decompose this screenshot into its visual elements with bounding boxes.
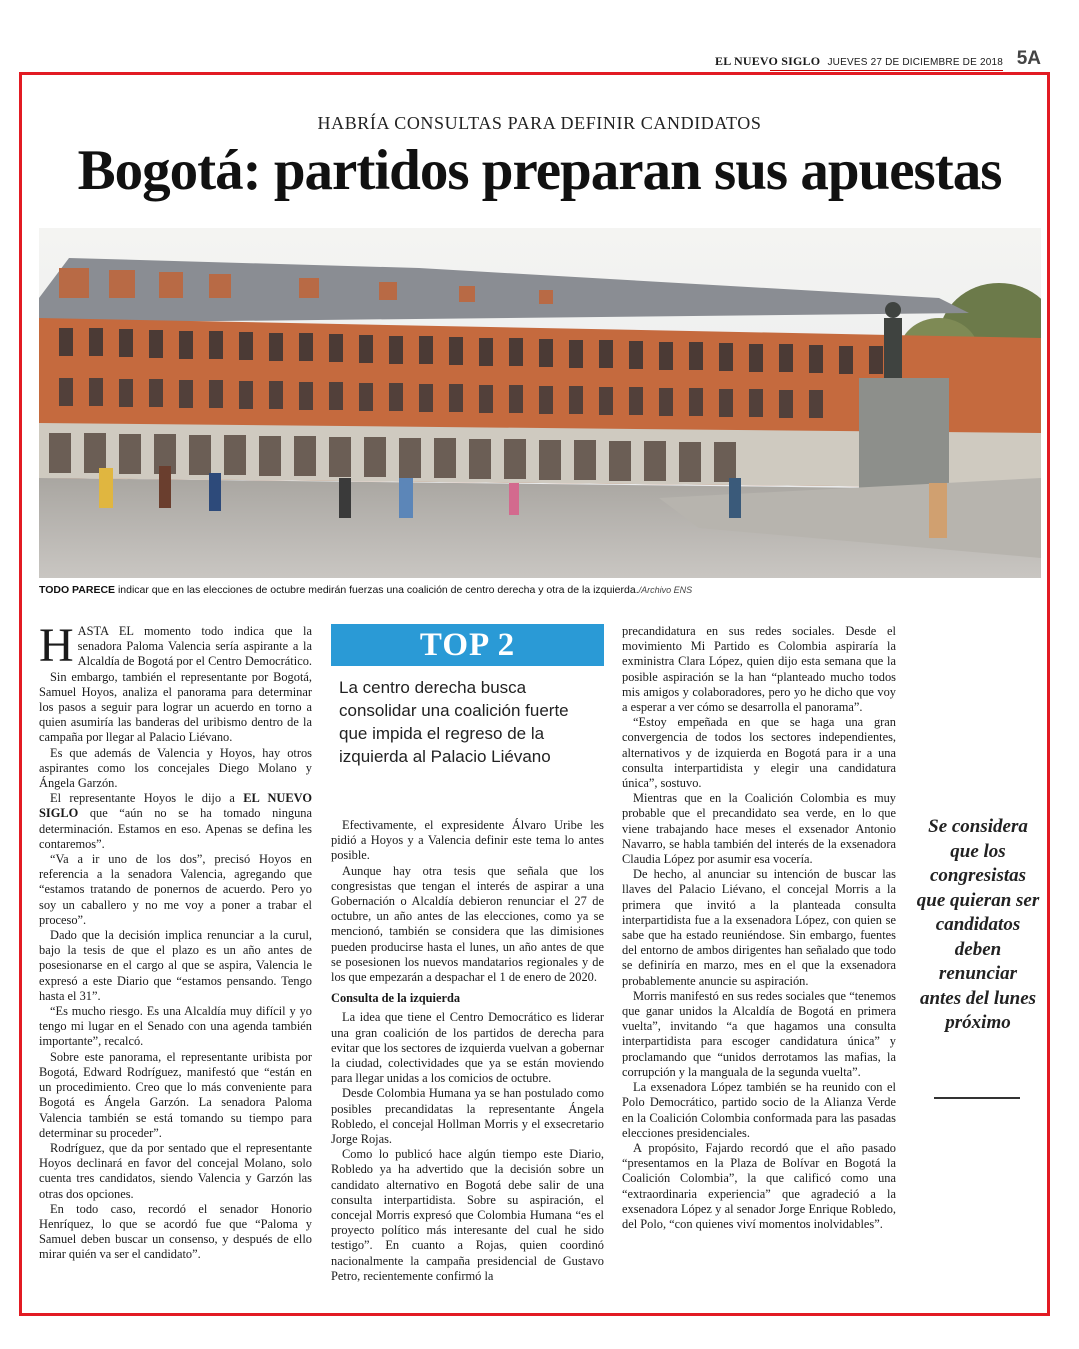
- paragraph: [39, 791, 312, 852]
- paragraph: “Estoy empeñada en que se haga una gran convergencia de todos los sectores independientes, alternativos y de izquierda en Bogotá para ir a una consulta interpartidista y elegir una candidatura única”, sostuvo.: [622, 715, 896, 791]
- paragraph: “Es mucho riesgo. Es una Alcaldía muy difícil y yo tengo mi lugar en el Senado con una agenda también importante”, recalcó.: [39, 1004, 312, 1049]
- paragraph: precandidatura en sus redes sociales. Desde el movimiento Mi Partido es Colombia aspiraría la exministra Clara López, quien dijo esta semana que la posible aspiración se la han “planteado mucho todos mis amigos y colaboradores, pero yo he dicho que voy a esperar a ver cómo se desarrolla el panorama”.: [622, 624, 896, 715]
- paragraph: Dado que la decisión implica renunciar a la curul, bajo la tesis de que el plazo es un año antes de posesionarse en el cargo al que se aspira, Valencia le expresó a este Diario que “estamos pensando. Tengo hasta el 31”.: [39, 928, 312, 1003]
- header-rule: [770, 70, 1003, 71]
- drop-cap: H: [39, 619, 74, 672]
- newspaper-name: [715, 54, 1003, 69]
- paragraph: A propósito, Fajardo recordó que el año pasado “presentamos en la Plaza de Bolívar en Bogotá la Coalición Colombia”, la que calificó como una “extraordinaria experiencia” que agradeció a la exsenadora López y al senador Jorge Enrique Robledo, del Polo, “con quienes viví momentos inolvidables”.: [622, 1140, 896, 1231]
- article-column-1: [39, 619, 312, 1263]
- caption-lead: TODO PARECE: [39, 584, 116, 596]
- pull-quote: Se considera que los congresistas que quieran ser candidatos deben renunciar antes del lunes próximo: [916, 816, 1040, 1033]
- paragraph-text: ASTA EL momento todo indica que la senadora Paloma Valencia sería aspirante a la Alcaldía de Bogotá por el Centro Democrático.: [77, 624, 312, 669]
- paragraph: Sin embargo, también el representante por Bogotá, Samuel Hoyos, analiza el panorama para determinar los pasos a seguir para lograr un acuerdo en torno a quien asumiría las banderas del uribismo dentro de la campaña por llegar al Palacio Liévano.: [39, 669, 312, 745]
- photo-caption: [39, 584, 1041, 596]
- issue-date: JUEVES 27 DE DICIEMBRE DE 2018: [827, 57, 1003, 68]
- article-kicker: HABRÍA CONSULTAS PARA DEFINIR CANDIDATOS: [317, 113, 762, 133]
- page-number: 5A: [1016, 48, 1041, 69]
- paragraph: Como lo publicó hace algún tiempo este Diario, Robledo ya ha advertido que la decisión sobre un candidato alternativo en Bogotá debe salir de una consulta interpartidista. Sobre su aspiración, el concejal Morris expresó que Colombia Humana “es el proyecto político más interesante del cual he sido testigo”. En cuanto a Rojas, quien coordinó nacionalmente la campaña presidencial de Gustavo Petro, recientemente confirmó la: [331, 1147, 604, 1283]
- paragraph: Sobre este panorama, el representante uribista por Bogotá, Edward Rodríguez, manifestó que “están en un procedimiento. Creo que lo más conveniente para Bogotá es Ángela Garzón. La senadora Paloma Valencia también se está tomando su tiempo para determinar su proceder”.: [39, 1049, 312, 1140]
- paragraph: La idea que tiene el Centro Democrático es liderar una gran coalición de los partidos de derecha para evitar que los sectores de izquierda vuelvan a gobernar la ciudad, colectividades que ya se están moviendo para llegar unidas a los comicios de octubre.: [331, 1010, 604, 1086]
- top2-banner: TOP 2: [331, 624, 604, 666]
- lead-paragraph: [39, 619, 312, 672]
- article-headline: Bogotá: partidos preparan sus apuestas: [77, 139, 1002, 202]
- paragraph: La exsenadora López también se ha reunido con el Polo Democrático, partido socio de la Alianza Verde en la Coalición Colombia conformada para las pasadas elecciones presidenciales.: [622, 1080, 896, 1140]
- paragraph: En todo caso, recordó el senador Honorio Henríquez, lo que se acordó fue que “Paloma y Samuel deben buscar un consenso, y después de ello mirar quién va ser el candidato”.: [39, 1201, 312, 1262]
- plaza-photo: [39, 228, 1041, 578]
- newspaper-mention: EL NUEVO SIGLO: [39, 791, 312, 821]
- paragraph: Mientras que en la Coalición Colombia es muy probable que el precandidato sea verde, en lo que viene trabajando hace meses el exsenador Antonio Navarro, se habla también del interés de la exsenadora Claudia López por asumir esa vocería.: [622, 791, 896, 867]
- paragraph: “Va a ir uno de los dos”, precisó Hoyos en referencia a la senadora Valencia, agregando que “estamos tratando de ponernos de acuerdo. Pero yo soy un caballero y no me voy a poner a trabar el proceso”.: [39, 852, 312, 927]
- paragraph: Aunque hay otra tesis que señala que los congresistas que tengan el interés de aspirar a una Gobernación o Alcaldía debieron renunciar el 27 de octubre, un año antes de las elecciones, como ya se mencionó, también se considera que las dimisiones pueden producirse hasta el lunes, un año antes de que se posesionen los nuevos mandatarios regionales y de los que empezarán a despachar el 1 de enero de 2020.: [331, 863, 604, 985]
- paragraph-text: El representante Hoyos le dijo a: [50, 791, 244, 806]
- caption-text: indicar que en las elecciones de octubre medirán fuerzas una coalición de centro derecha y otra de la izquierda.: [115, 584, 639, 596]
- paragraph: Morris manifestó en sus redes sociales que “tenemos que ganar unidos la Alcaldía de Bogotá en primera vuelta”, invitando “a que hagamos una consulta interpartidista para escoger candidatura única” y proclamando que “unidos derrotamos las mafias, la corrupción y la manguala de la segunda vuelta”.: [622, 988, 896, 1079]
- article-column-3: [622, 624, 896, 1232]
- paragraph: De hecho, al anunciar su intención de buscar las llaves del Palacio Liévano, el concejal Morris a la primera que invitó a la planteada consulta interpartidista fue a la exsenadora López, con quien se sabe que ha estado reuniéndose. Sin embargo, fuentes del entorno de ambos dirigentes han señalado que todo se definiría en marzo, mes en el que la exsenadora probablemente anuncie su aspiración.: [622, 867, 896, 988]
- paragraph: Desde Colombia Humana ya se han postulado como posibles precandidatas la representante Ángela Robledo, el concejal Hollman Morris y el exsecretario Jorge Rojas.: [331, 1086, 604, 1147]
- paragraph: Es que además de Valencia y Hoyos, hay otros aspirantes como los concejales Diego Molano y Ángela Garzón.: [39, 745, 312, 791]
- paragraph: Rodríguez, que da por sentado que el representante Hoyos declinará en favor del concejal Molano, solo cuenta tres candidatos, siendo Valencia y Garzón las otras dos opciones.: [39, 1140, 312, 1201]
- paragraph-text: que “aún no se ha tomado ninguna determinación. Estamos en eso. Apenas se defina les contaremos”.: [39, 806, 312, 851]
- brand-name: EL NUEVO SIGLO: [715, 54, 821, 68]
- photo-credit: /Archivo ENS: [638, 585, 693, 595]
- pull-quote-rule: [934, 1097, 1020, 1099]
- top2-summary: La centro derecha busca consolidar una coalición fuerte que impida el regreso de la izquierda al Palacio Liévano: [339, 678, 569, 766]
- section-subhead: Consulta de la izquierda: [331, 991, 461, 1006]
- page-header: [0, 48, 1079, 70]
- article-column-2: [331, 818, 604, 1284]
- paragraph: Efectivamente, el expresidente Álvaro Uribe les pidió a Hoyos y a Valencia definir este tema lo antes posible.: [331, 818, 604, 863]
